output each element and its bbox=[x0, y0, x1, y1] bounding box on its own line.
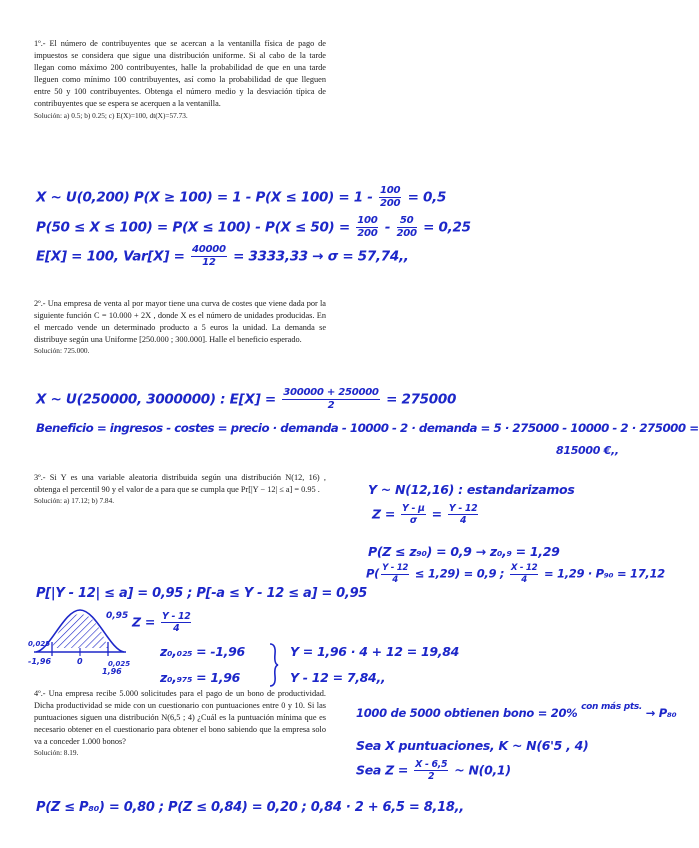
p3-sketch-label-m196: -1,96 bbox=[28, 657, 52, 666]
p3-fraction-2 bbox=[448, 504, 478, 526]
p2-fraction-1-den: 2 bbox=[327, 400, 335, 412]
p1-hw-line-1 bbox=[36, 186, 446, 209]
problem-3 bbox=[34, 472, 326, 506]
p3-hw-right-4-mid: ≤ 1,29) = 0,9 ; bbox=[411, 566, 508, 581]
p4-hw-right-2 bbox=[356, 738, 588, 753]
p1-hw-line-3-result: = 3333,33 → σ = 57,74,, bbox=[228, 248, 409, 265]
p1-fraction-2-num: 100 bbox=[356, 216, 378, 228]
p3-hw-right-4-text: P( bbox=[366, 566, 380, 581]
p2-fraction-1 bbox=[282, 388, 379, 411]
p3-hw-right-4 bbox=[366, 564, 665, 584]
p3-fraction-4-den: 4 bbox=[521, 574, 527, 585]
p3-hw-z2-text: z₀,₉₇₅ = 1,96 bbox=[160, 670, 241, 685]
p3-hw-z1 bbox=[160, 644, 245, 659]
p4-hw-right-1 bbox=[356, 702, 677, 720]
problem-1 bbox=[34, 38, 326, 121]
p1-fraction-1-den: 200 bbox=[380, 198, 401, 210]
p3-hw-right-2-text: Z = bbox=[372, 506, 400, 522]
p3-hw-right-4-result: = 1,29 · P₉₀ = 17,12 bbox=[540, 566, 665, 581]
p1-fraction-2-den: 200 bbox=[357, 228, 378, 240]
problem-4-solution: Solución: 8.19. bbox=[34, 748, 79, 758]
p1-fraction-4-num: 40000 bbox=[191, 245, 227, 257]
p3-normal-curve-sketch bbox=[30, 604, 130, 674]
p4-hw-left-1-text: P(Z ≤ P₈₀) = 0,80 ; P(Z ≤ 0,84) = 0,20 ; 0,84 · 2 + 6,5 = 8,18,, bbox=[36, 800, 464, 815]
p1-fraction-3-den: 200 bbox=[396, 228, 417, 240]
p4-hw-right-3 bbox=[356, 760, 511, 782]
p3-hw-right-1 bbox=[368, 482, 574, 497]
p4-hw-left-1 bbox=[36, 800, 464, 815]
p3-hw-z2 bbox=[160, 670, 240, 685]
p3-hw-right-3 bbox=[368, 544, 560, 559]
p4-fraction-1-num: X - 6,5 bbox=[415, 759, 448, 770]
p4-hw-right-2-text: Sea X puntuaciones, K ~ N(6'5 , 4) bbox=[356, 738, 589, 753]
p4-hw-right-1-sup: con más pts. bbox=[581, 702, 643, 712]
p1-hw-line-2-text: P(50 ≤ X ≤ 100) = P(X ≤ 100) - P(X ≤ 50) = bbox=[36, 219, 355, 236]
problem-1-solution: Solución: a) 0.5; b) 0.25; c) E(X)=100, dt(X)=57.73. bbox=[34, 110, 188, 120]
p3-fraction-5-den: 4 bbox=[173, 623, 180, 635]
p1-hw-line-3 bbox=[36, 245, 409, 268]
p3-sketch-label-025-left: 0,025 bbox=[28, 640, 51, 648]
p2-hw-line-1 bbox=[36, 388, 456, 411]
p1-fraction-4-den: 12 bbox=[202, 257, 216, 269]
p3-sketch-label-196: 1,96 bbox=[102, 667, 122, 676]
p3-fraction-3 bbox=[381, 564, 409, 584]
problem-3-solution: Solución: a) 17.12; b) 7.84. bbox=[34, 496, 115, 506]
p3-fraction-3-num: Y - 12 bbox=[382, 563, 409, 573]
p3-fraction-5-num: Y - 12 bbox=[162, 611, 191, 622]
p4-hw-right-3-text: Sea Z = bbox=[356, 762, 413, 778]
problem-2-solution: Solución: 725.000. bbox=[34, 346, 90, 356]
p1-fraction-1-num: 100 bbox=[379, 186, 401, 198]
p4-hw-right-1-end: → P₈₀ bbox=[642, 706, 677, 720]
p1-hw-line-1-text: X ~ U(0,200) P(X ≥ 100) = 1 - P(X ≤ 100) = 1 - bbox=[36, 189, 378, 206]
p1-hw-line-2-result: = 0,25 bbox=[418, 219, 471, 236]
p3-fraction-4 bbox=[510, 564, 538, 584]
problem-1-statement: 1º.- El número de contribuyentes que se acercan a la ventanilla física de pago de impuestos se considera que sigue una distribución uniforme. Si al cabo de la tarde llegan como máximo 200 contribuyentes, halle la probabilidad de que en una tarde lleguen como mínimo 100 contribuyentes, así como la probabilidad de que lleguen entre 50 y 100 contribuyentes. Obtenga el número medio y la desviación típica de contribuyentes que se espera se acerquen a la ventanilla. bbox=[34, 39, 326, 109]
p3-hw-right-1-text: Y ~ N(12,16) : estandarizamos bbox=[368, 482, 575, 497]
p1-hw-line-1-result: = 0,5 bbox=[403, 189, 447, 206]
p3-hw-right-2 bbox=[372, 504, 480, 526]
p2-hw-line-2 bbox=[36, 421, 699, 435]
p3-fraction-3-den: 4 bbox=[392, 574, 398, 585]
p3-fraction-1-den: σ bbox=[409, 515, 417, 527]
p3-hw-y1 bbox=[290, 644, 459, 659]
problem-3-statement: 3º.- Si Y es una variable aleatoria distribuida según una distribución N(12, 16) , obtenga el percentil 90 y el valor de a para que se cumpla que Pr[|Y − 12| ≤ a] = 0.95 . bbox=[34, 473, 326, 495]
p3-fraction-4-num: X - 12 bbox=[510, 563, 538, 573]
p2-hw-line-3 bbox=[556, 444, 619, 457]
p1-hw-line-2 bbox=[36, 216, 471, 239]
problem-4 bbox=[34, 688, 326, 758]
p1-fraction-3-num: 50 bbox=[397, 216, 417, 228]
p4-hw-right-3-end: ~ N(0,1) bbox=[450, 762, 511, 778]
p3-sketch-label-095: 0,95 bbox=[106, 611, 129, 621]
problem-2 bbox=[34, 298, 326, 356]
p1-fraction-1 bbox=[379, 186, 401, 209]
p3-sketch-label-0: 0 bbox=[77, 657, 83, 666]
problem-4-statement: 4º.- Una empresa recibe 5.000 solicitudes para el pago de un bono de productividad. Dicha productividad se mide con un cuestionario con puntuaciones entre 0 y 10. Si las puntuaciones siguen una distribución N(6,5 ; 4) ¿Cuál es la puntuación mínima que es necesario obtener en el cuestionario para obtener el bono sabiendo que la empresa solo va a conceder 1.000 bonos? bbox=[34, 689, 326, 747]
p1-fraction-4 bbox=[191, 245, 227, 268]
p3-hw-left-1-text: P[|Y - 12| ≤ a] = 0,95 ; P[-a ≤ Y - 12 ≤ a] = 0,95 bbox=[36, 586, 368, 601]
p4-fraction-1 bbox=[414, 760, 448, 782]
p1-hw-line-2-minus: - bbox=[380, 219, 395, 236]
p3-hw-right-3-text: P(Z ≤ z₉₀) = 0,9 → z₀,₉ = 1,29 bbox=[368, 544, 560, 559]
p4-hw-right-1-text: 1000 de 5000 obtienen bono = 20% bbox=[356, 706, 582, 720]
p3-sketch-shaded-area bbox=[52, 614, 108, 648]
p3-hw-zdef bbox=[132, 612, 193, 634]
p2-hw-line-3-text: 815000 €,, bbox=[556, 444, 619, 457]
p3-hw-y2-text: Y - 12 = 7,84,, bbox=[290, 670, 386, 685]
p3-fraction-1 bbox=[401, 504, 426, 526]
p4-fraction-1-den: 2 bbox=[428, 771, 435, 783]
p2-fraction-1-num: 300000 + 250000 bbox=[282, 388, 379, 400]
p3-hw-right-2-eq: = bbox=[427, 506, 446, 522]
p3-fraction-2-num: Y - 12 bbox=[448, 503, 478, 514]
p3-fraction-1-num: Y - μ bbox=[402, 503, 425, 514]
p1-hw-line-3-text: E[X] = 100, Var[X] = bbox=[36, 248, 190, 265]
p2-hw-line-1-text: X ~ U(250000, 3000000) : E[X] = bbox=[36, 391, 281, 408]
p3-fraction-2-den: 4 bbox=[460, 515, 467, 527]
p3-hw-zdef-label: Z = bbox=[132, 614, 160, 630]
p3-fraction-5 bbox=[161, 612, 191, 634]
p2-hw-line-2-text: Beneficio = ingresos - costes = precio · demanda - 10000 - 2 · demanda = 5 · 275000 - 10000 - 2 · 275000 = bbox=[36, 421, 699, 435]
problem-2-statement: 2º.- Una empresa de venta al por mayor tiene una curva de costes que viene dada por la siguiente función C = 10.000 + 2X , donde X es el número de unidades producidas. En el mercado vende un determinado producto a 5 euros la unidad. La demanda se distribuye según una Uniforme [250.000 ; 300.000]. Halle el beneficio esperado. bbox=[34, 299, 326, 345]
p3-sketch-label-025-right: 0,025 bbox=[108, 660, 131, 668]
p3-hw-left-1 bbox=[36, 586, 367, 601]
p3-hw-y1-text: Y = 1,96 · 4 + 12 = 19,84 bbox=[290, 644, 460, 659]
p2-hw-line-1-result: = 275000 bbox=[381, 391, 457, 408]
p3-hw-z1-text: z₀,₀₂₅ = -1,96 bbox=[160, 644, 245, 659]
p1-fraction-2 bbox=[356, 216, 378, 239]
p3-brace bbox=[268, 642, 280, 688]
p1-fraction-3 bbox=[397, 216, 417, 239]
p3-hw-y2 bbox=[290, 670, 385, 685]
